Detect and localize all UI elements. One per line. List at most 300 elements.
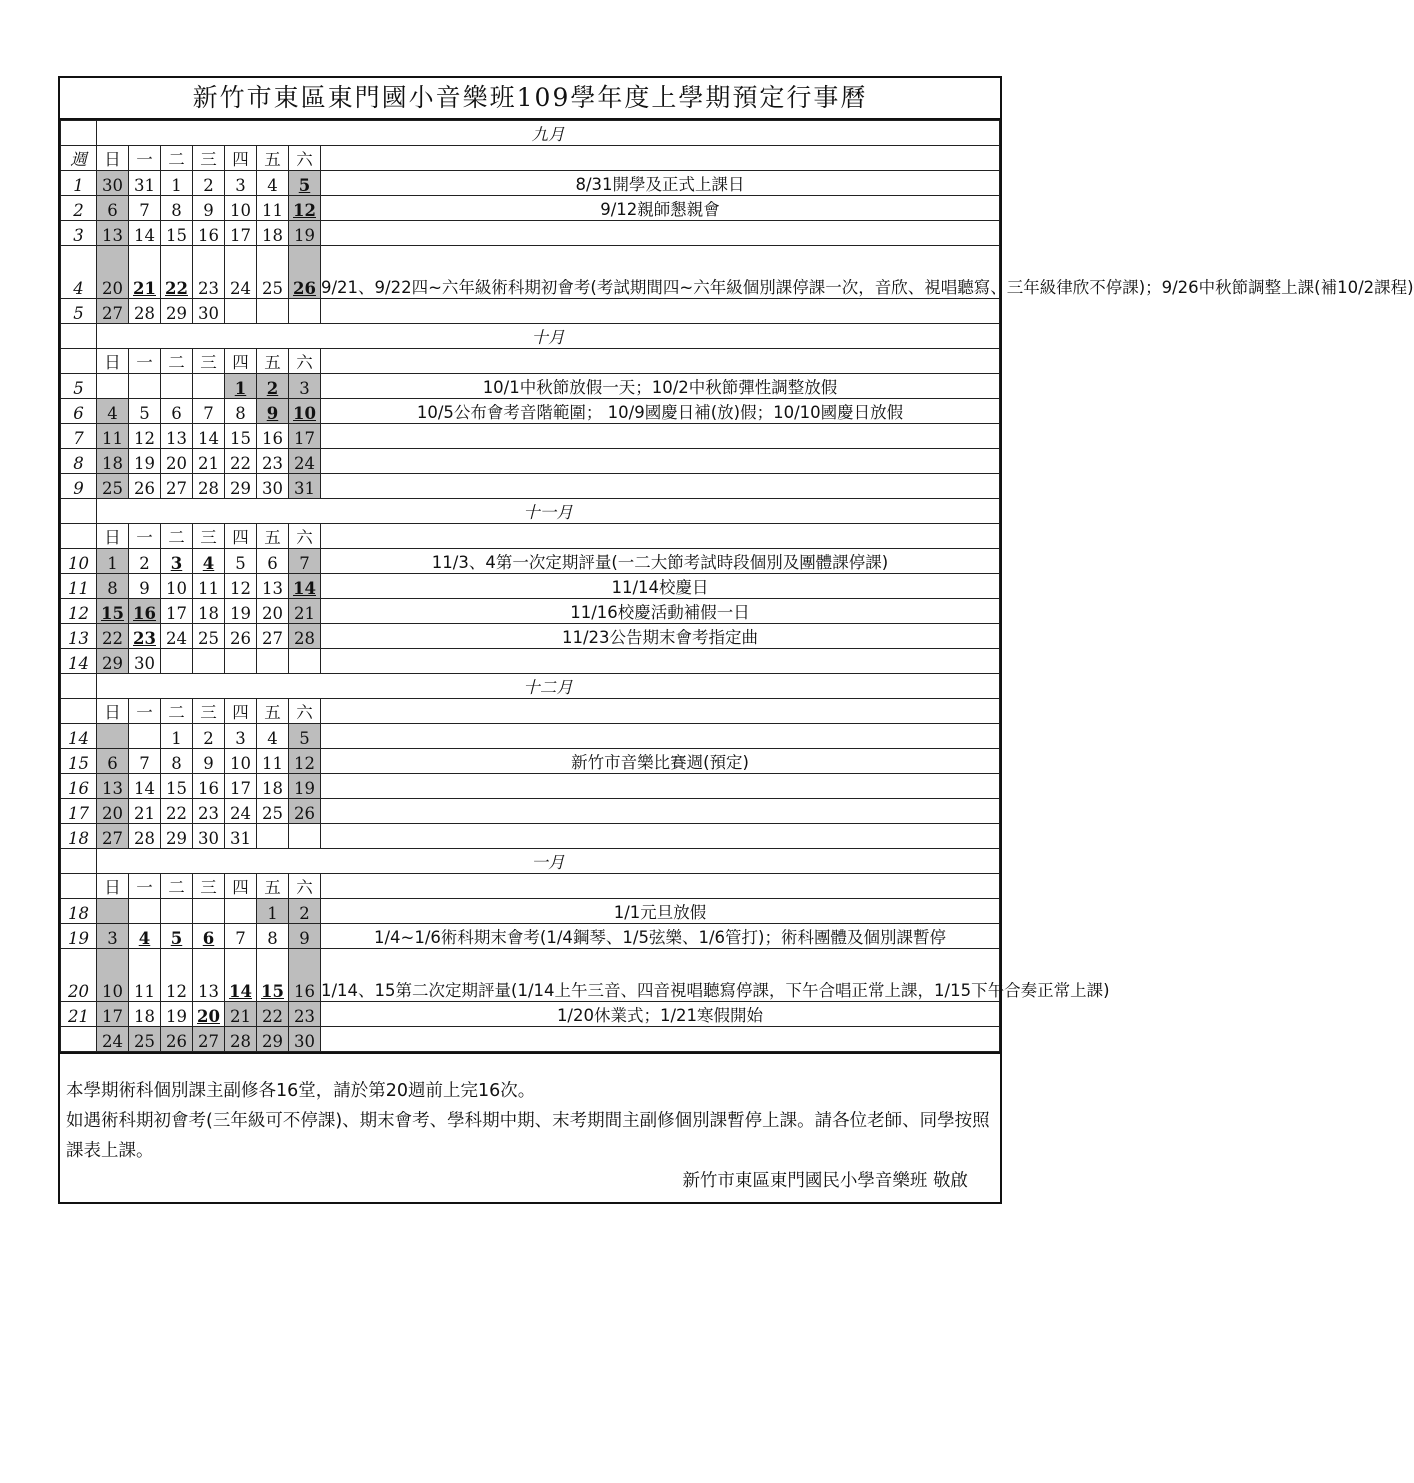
weekday-header-row bbox=[61, 524, 1000, 549]
week-column-cell bbox=[61, 121, 97, 146]
day-cell: 24 bbox=[289, 449, 321, 474]
day-cell: 5 bbox=[289, 724, 321, 749]
event-text: 新竹市音樂比賽週(預定) bbox=[321, 749, 1000, 774]
weekday-header: 二 bbox=[161, 524, 193, 549]
event-text: 9/21、9/22四~六年級術科期初會考(考試期間四~六年級個別課停課一次，音欣、視唱聽寫、三年級律欣不停課)；9/26中秋節調整上課(補10/2課程) bbox=[321, 246, 1000, 299]
day-cell: 18 bbox=[257, 221, 289, 246]
month-name: 十一月 bbox=[97, 499, 1000, 524]
day-cell: 13 bbox=[97, 221, 129, 246]
week-row bbox=[61, 424, 1000, 449]
day-cell: 20 bbox=[97, 799, 129, 824]
weekday-header: 二 bbox=[161, 874, 193, 899]
day-cell: 18 bbox=[129, 1002, 161, 1027]
weekday-header: 日 bbox=[97, 699, 129, 724]
day-cell bbox=[161, 649, 193, 674]
day-cell: 8 bbox=[161, 196, 193, 221]
day-cell: 25 bbox=[193, 624, 225, 649]
day-cell: 30 bbox=[257, 474, 289, 499]
week-row bbox=[61, 649, 1000, 674]
day-cell: 24 bbox=[225, 246, 257, 299]
week-column-cell bbox=[61, 674, 97, 699]
weekday-header: 日 bbox=[97, 146, 129, 171]
weekday-header: 四 bbox=[225, 874, 257, 899]
day-cell: 15 bbox=[257, 949, 289, 1002]
week-row bbox=[61, 221, 1000, 246]
event-text: 1/20休業式；1/21寒假開始 bbox=[321, 1002, 1000, 1027]
event-header-cell bbox=[321, 349, 1000, 374]
signature: 新竹市東區東門國民小學音樂班 敬啟 bbox=[682, 1171, 968, 1191]
day-cell: 15 bbox=[161, 221, 193, 246]
day-cell: 27 bbox=[193, 1027, 225, 1052]
weekday-header: 五 bbox=[257, 699, 289, 724]
day-cell: 28 bbox=[225, 1027, 257, 1052]
month-row bbox=[61, 121, 1000, 146]
day-cell: 29 bbox=[257, 1027, 289, 1052]
day-cell: 17 bbox=[97, 1002, 129, 1027]
week-row bbox=[61, 949, 1000, 1002]
event-text: 11/23公告期末會考指定曲 bbox=[321, 624, 1000, 649]
week-number: 7 bbox=[61, 424, 97, 449]
day-cell: 30 bbox=[193, 299, 225, 324]
week-column-cell bbox=[61, 874, 97, 899]
day-cell bbox=[289, 649, 321, 674]
event-text bbox=[321, 824, 1000, 849]
week-number: 19 bbox=[61, 924, 97, 949]
day-cell: 5 bbox=[225, 549, 257, 574]
event-header-cell bbox=[321, 874, 1000, 899]
week-number: 10 bbox=[61, 549, 97, 574]
weekday-header: 四 bbox=[225, 699, 257, 724]
event-text bbox=[321, 299, 1000, 324]
weekday-header: 一 bbox=[129, 699, 161, 724]
day-cell: 27 bbox=[161, 474, 193, 499]
day-cell: 18 bbox=[257, 774, 289, 799]
day-cell bbox=[225, 899, 257, 924]
day-cell: 17 bbox=[161, 599, 193, 624]
weekday-header: 六 bbox=[289, 146, 321, 171]
day-cell: 30 bbox=[193, 824, 225, 849]
day-cell: 30 bbox=[129, 649, 161, 674]
day-cell: 7 bbox=[289, 549, 321, 574]
day-cell: 26 bbox=[289, 799, 321, 824]
day-cell: 4 bbox=[257, 724, 289, 749]
day-cell: 13 bbox=[193, 949, 225, 1002]
weekday-header: 日 bbox=[97, 349, 129, 374]
day-cell: 30 bbox=[97, 171, 129, 196]
event-text bbox=[321, 724, 1000, 749]
day-cell: 26 bbox=[289, 246, 321, 299]
day-cell: 3 bbox=[225, 171, 257, 196]
event-text: 8/31開學及正式上課日 bbox=[321, 171, 1000, 196]
day-cell: 6 bbox=[97, 749, 129, 774]
day-cell: 10 bbox=[225, 196, 257, 221]
weekday-header: 四 bbox=[225, 349, 257, 374]
weekday-header: 一 bbox=[129, 349, 161, 374]
day-cell: 3 bbox=[97, 924, 129, 949]
day-cell: 14 bbox=[193, 424, 225, 449]
day-cell: 8 bbox=[97, 574, 129, 599]
day-cell bbox=[289, 299, 321, 324]
week-row bbox=[61, 774, 1000, 799]
day-cell: 21 bbox=[129, 246, 161, 299]
day-cell: 3 bbox=[161, 549, 193, 574]
weekday-header: 日 bbox=[97, 874, 129, 899]
month-row bbox=[61, 674, 1000, 699]
week-number: 14 bbox=[61, 649, 97, 674]
week-number: 4 bbox=[61, 246, 97, 299]
day-cell bbox=[257, 649, 289, 674]
week-number: 21 bbox=[61, 1002, 97, 1027]
weekday-header-row bbox=[61, 874, 1000, 899]
day-cell: 10 bbox=[289, 399, 321, 424]
day-cell: 19 bbox=[289, 774, 321, 799]
week-row bbox=[61, 749, 1000, 774]
note-line-1: 本學期術科個別課主副修各16堂，請於第20週前上完16次。 bbox=[66, 1081, 536, 1101]
event-text bbox=[321, 221, 1000, 246]
day-cell: 19 bbox=[225, 599, 257, 624]
week-row bbox=[61, 724, 1000, 749]
week-number: 11 bbox=[61, 574, 97, 599]
day-cell: 16 bbox=[193, 774, 225, 799]
day-cell: 13 bbox=[97, 774, 129, 799]
event-text bbox=[321, 1027, 1000, 1052]
week-row bbox=[61, 574, 1000, 599]
day-cell: 3 bbox=[289, 374, 321, 399]
day-cell: 9 bbox=[193, 749, 225, 774]
day-cell: 26 bbox=[161, 1027, 193, 1052]
day-cell: 28 bbox=[129, 824, 161, 849]
weekday-header: 三 bbox=[193, 349, 225, 374]
month-name: 一月 bbox=[97, 849, 1000, 874]
weekday-header: 五 bbox=[257, 524, 289, 549]
calendar-sheet bbox=[58, 76, 1414, 1204]
day-cell: 21 bbox=[225, 1002, 257, 1027]
day-cell: 24 bbox=[225, 799, 257, 824]
week-number: 15 bbox=[61, 749, 97, 774]
weekday-header: 四 bbox=[225, 146, 257, 171]
day-cell: 17 bbox=[225, 774, 257, 799]
day-cell: 29 bbox=[97, 649, 129, 674]
week-number: 14 bbox=[61, 724, 97, 749]
day-cell bbox=[129, 899, 161, 924]
event-text bbox=[321, 774, 1000, 799]
day-cell: 5 bbox=[161, 924, 193, 949]
day-cell: 6 bbox=[161, 399, 193, 424]
day-cell: 20 bbox=[161, 449, 193, 474]
page-title: 新竹市東區東門國小音樂班109學年度上學期預定行事曆 bbox=[60, 78, 1000, 120]
day-cell bbox=[161, 899, 193, 924]
weekday-header-row bbox=[61, 146, 1000, 171]
day-cell: 25 bbox=[97, 474, 129, 499]
day-cell: 29 bbox=[161, 824, 193, 849]
day-cell: 11 bbox=[257, 196, 289, 221]
day-cell: 6 bbox=[97, 196, 129, 221]
day-cell bbox=[193, 374, 225, 399]
day-cell: 18 bbox=[97, 449, 129, 474]
day-cell: 21 bbox=[129, 799, 161, 824]
day-cell: 7 bbox=[193, 399, 225, 424]
week-number: 2 bbox=[61, 196, 97, 221]
weekday-header: 四 bbox=[225, 524, 257, 549]
day-cell bbox=[289, 824, 321, 849]
day-cell: 19 bbox=[161, 1002, 193, 1027]
week-row bbox=[61, 196, 1000, 221]
weekday-header: 三 bbox=[193, 524, 225, 549]
day-cell: 21 bbox=[193, 449, 225, 474]
week-row bbox=[61, 899, 1000, 924]
weekday-header: 一 bbox=[129, 874, 161, 899]
event-text bbox=[321, 449, 1000, 474]
day-cell: 19 bbox=[129, 449, 161, 474]
event-text: 11/14校慶日 bbox=[321, 574, 1000, 599]
day-cell: 14 bbox=[289, 574, 321, 599]
notes-section bbox=[60, 1052, 1000, 1202]
day-cell: 28 bbox=[289, 624, 321, 649]
day-cell: 4 bbox=[129, 924, 161, 949]
day-cell: 16 bbox=[257, 424, 289, 449]
day-cell: 29 bbox=[161, 299, 193, 324]
day-cell: 20 bbox=[193, 1002, 225, 1027]
event-text: 11/16校慶活動補假一日 bbox=[321, 599, 1000, 624]
weekday-header: 五 bbox=[257, 874, 289, 899]
day-cell bbox=[193, 649, 225, 674]
weekday-header: 三 bbox=[193, 699, 225, 724]
week-row bbox=[61, 624, 1000, 649]
week-row bbox=[61, 299, 1000, 324]
week-number: 13 bbox=[61, 624, 97, 649]
day-cell: 25 bbox=[257, 246, 289, 299]
month-name: 十二月 bbox=[97, 674, 1000, 699]
weekday-header-row bbox=[61, 699, 1000, 724]
event-text: 10/5公布會考音階範圍； 10/9國慶日補(放)假；10/10國慶日放假 bbox=[321, 399, 1000, 424]
weekday-header: 一 bbox=[129, 146, 161, 171]
day-cell bbox=[97, 899, 129, 924]
week-number: 9 bbox=[61, 474, 97, 499]
day-cell: 12 bbox=[289, 749, 321, 774]
day-cell bbox=[225, 649, 257, 674]
day-cell: 2 bbox=[193, 724, 225, 749]
day-cell: 28 bbox=[129, 299, 161, 324]
day-cell: 2 bbox=[289, 899, 321, 924]
day-cell: 19 bbox=[289, 221, 321, 246]
day-cell: 7 bbox=[129, 196, 161, 221]
week-column-cell bbox=[61, 324, 97, 349]
event-text: 1/1元旦放假 bbox=[321, 899, 1000, 924]
day-cell: 24 bbox=[97, 1027, 129, 1052]
day-cell: 23 bbox=[129, 624, 161, 649]
day-cell: 1 bbox=[97, 549, 129, 574]
day-cell: 15 bbox=[97, 599, 129, 624]
day-cell: 16 bbox=[129, 599, 161, 624]
day-cell: 8 bbox=[161, 749, 193, 774]
day-cell: 9 bbox=[257, 399, 289, 424]
day-cell bbox=[225, 299, 257, 324]
week-number: 6 bbox=[61, 399, 97, 424]
month-row bbox=[61, 324, 1000, 349]
week-number: 3 bbox=[61, 221, 97, 246]
month-name: 九月 bbox=[97, 121, 1000, 146]
day-cell: 27 bbox=[257, 624, 289, 649]
calendar-table bbox=[60, 120, 1414, 1052]
week-row bbox=[61, 599, 1000, 624]
week-number: 8 bbox=[61, 449, 97, 474]
day-cell: 25 bbox=[257, 799, 289, 824]
week-number bbox=[61, 1027, 97, 1052]
weekday-header: 三 bbox=[193, 146, 225, 171]
week-row bbox=[61, 549, 1000, 574]
day-cell: 4 bbox=[193, 549, 225, 574]
day-cell: 22 bbox=[97, 624, 129, 649]
day-cell: 11 bbox=[257, 749, 289, 774]
note-line-2: 如遇術科期初會考(三年級可不停課)、期末會考、學科期中期、末考期間主副修個別課暫停上課。請各位老師、同學按照課表上課。 bbox=[66, 1111, 990, 1161]
day-cell: 15 bbox=[225, 424, 257, 449]
day-cell: 12 bbox=[289, 196, 321, 221]
weekday-header: 六 bbox=[289, 524, 321, 549]
day-cell: 26 bbox=[129, 474, 161, 499]
day-cell: 3 bbox=[225, 724, 257, 749]
day-cell: 8 bbox=[257, 924, 289, 949]
day-cell: 15 bbox=[161, 774, 193, 799]
day-cell: 11 bbox=[129, 949, 161, 1002]
day-cell: 2 bbox=[193, 171, 225, 196]
day-cell: 31 bbox=[225, 824, 257, 849]
day-cell: 6 bbox=[193, 924, 225, 949]
event-text: 1/4~1/6術科期末會考(1/4鋼琴、1/5弦樂、1/6管打)；術科團體及個別課暫停 bbox=[321, 924, 1000, 949]
day-cell bbox=[129, 724, 161, 749]
week-row bbox=[61, 1027, 1000, 1052]
event-text: 10/1中秋節放假一天；10/2中秋節彈性調整放假 bbox=[321, 374, 1000, 399]
day-cell: 20 bbox=[257, 599, 289, 624]
day-cell: 14 bbox=[129, 221, 161, 246]
day-cell: 23 bbox=[289, 1002, 321, 1027]
day-cell: 12 bbox=[225, 574, 257, 599]
day-cell: 9 bbox=[289, 924, 321, 949]
month-name: 十月 bbox=[97, 324, 1000, 349]
event-text bbox=[321, 474, 1000, 499]
day-cell: 10 bbox=[97, 949, 129, 1002]
week-row bbox=[61, 399, 1000, 424]
day-cell: 23 bbox=[193, 246, 225, 299]
week-row bbox=[61, 1002, 1000, 1027]
day-cell: 7 bbox=[225, 924, 257, 949]
day-cell: 1 bbox=[225, 374, 257, 399]
day-cell: 13 bbox=[161, 424, 193, 449]
event-header-cell bbox=[321, 524, 1000, 549]
week-row bbox=[61, 824, 1000, 849]
day-cell: 1 bbox=[161, 171, 193, 196]
week-column-cell bbox=[61, 699, 97, 724]
day-cell: 14 bbox=[225, 949, 257, 1002]
day-cell: 4 bbox=[97, 399, 129, 424]
day-cell: 1 bbox=[257, 899, 289, 924]
day-cell: 22 bbox=[257, 1002, 289, 1027]
day-cell bbox=[257, 824, 289, 849]
weekday-header-row bbox=[61, 349, 1000, 374]
week-column-cell bbox=[61, 849, 97, 874]
event-header-cell bbox=[321, 699, 1000, 724]
day-cell: 6 bbox=[257, 549, 289, 574]
day-cell: 27 bbox=[97, 299, 129, 324]
event-text: 1/14、15第二次定期評量(1/14上午三音、四音視唱聽寫停課，下午合唱正常上課，1/15下午合奏正常上課) bbox=[321, 949, 1000, 1002]
day-cell: 5 bbox=[289, 171, 321, 196]
week-column-cell bbox=[61, 349, 97, 374]
week-number: 16 bbox=[61, 774, 97, 799]
week-row bbox=[61, 171, 1000, 196]
day-cell: 1 bbox=[161, 724, 193, 749]
day-cell: 27 bbox=[97, 824, 129, 849]
week-row bbox=[61, 924, 1000, 949]
week-number: 1 bbox=[61, 171, 97, 196]
weekday-header: 日 bbox=[97, 524, 129, 549]
weekday-header: 六 bbox=[289, 699, 321, 724]
day-cell: 9 bbox=[129, 574, 161, 599]
month-row bbox=[61, 499, 1000, 524]
week-number: 5 bbox=[61, 374, 97, 399]
day-cell: 21 bbox=[289, 599, 321, 624]
weekday-header: 二 bbox=[161, 146, 193, 171]
day-cell: 30 bbox=[289, 1027, 321, 1052]
day-cell: 12 bbox=[129, 424, 161, 449]
event-text bbox=[321, 649, 1000, 674]
weekday-header: 二 bbox=[161, 699, 193, 724]
day-cell: 12 bbox=[161, 949, 193, 1002]
event-text bbox=[321, 799, 1000, 824]
day-cell: 2 bbox=[257, 374, 289, 399]
day-cell bbox=[97, 724, 129, 749]
day-cell: 22 bbox=[225, 449, 257, 474]
day-cell: 2 bbox=[129, 549, 161, 574]
day-cell bbox=[129, 374, 161, 399]
day-cell: 14 bbox=[129, 774, 161, 799]
week-number: 20 bbox=[61, 949, 97, 1002]
week-number: 12 bbox=[61, 599, 97, 624]
weekday-header: 一 bbox=[129, 524, 161, 549]
weekday-header: 六 bbox=[289, 874, 321, 899]
day-cell: 5 bbox=[129, 399, 161, 424]
week-number: 18 bbox=[61, 899, 97, 924]
day-cell: 4 bbox=[257, 171, 289, 196]
day-cell: 22 bbox=[161, 799, 193, 824]
day-cell: 18 bbox=[193, 599, 225, 624]
week-row bbox=[61, 449, 1000, 474]
day-cell: 29 bbox=[225, 474, 257, 499]
day-cell: 11 bbox=[193, 574, 225, 599]
day-cell: 23 bbox=[257, 449, 289, 474]
day-cell: 22 bbox=[161, 246, 193, 299]
weekday-header: 五 bbox=[257, 349, 289, 374]
day-cell: 28 bbox=[193, 474, 225, 499]
day-cell: 20 bbox=[97, 246, 129, 299]
week-label: 週 bbox=[61, 146, 97, 171]
day-cell: 8 bbox=[225, 399, 257, 424]
weekday-header: 二 bbox=[161, 349, 193, 374]
day-cell: 31 bbox=[129, 171, 161, 196]
event-text: 9/12親師懇親會 bbox=[321, 196, 1000, 221]
day-cell: 16 bbox=[289, 949, 321, 1002]
day-cell: 9 bbox=[193, 196, 225, 221]
day-cell: 31 bbox=[289, 474, 321, 499]
day-cell: 11 bbox=[97, 424, 129, 449]
day-cell bbox=[193, 899, 225, 924]
week-row bbox=[61, 799, 1000, 824]
event-header-cell bbox=[321, 146, 1000, 171]
month-row bbox=[61, 849, 1000, 874]
day-cell: 16 bbox=[193, 221, 225, 246]
weekday-header: 五 bbox=[257, 146, 289, 171]
week-column-cell bbox=[61, 524, 97, 549]
week-number: 5 bbox=[61, 299, 97, 324]
day-cell: 24 bbox=[161, 624, 193, 649]
